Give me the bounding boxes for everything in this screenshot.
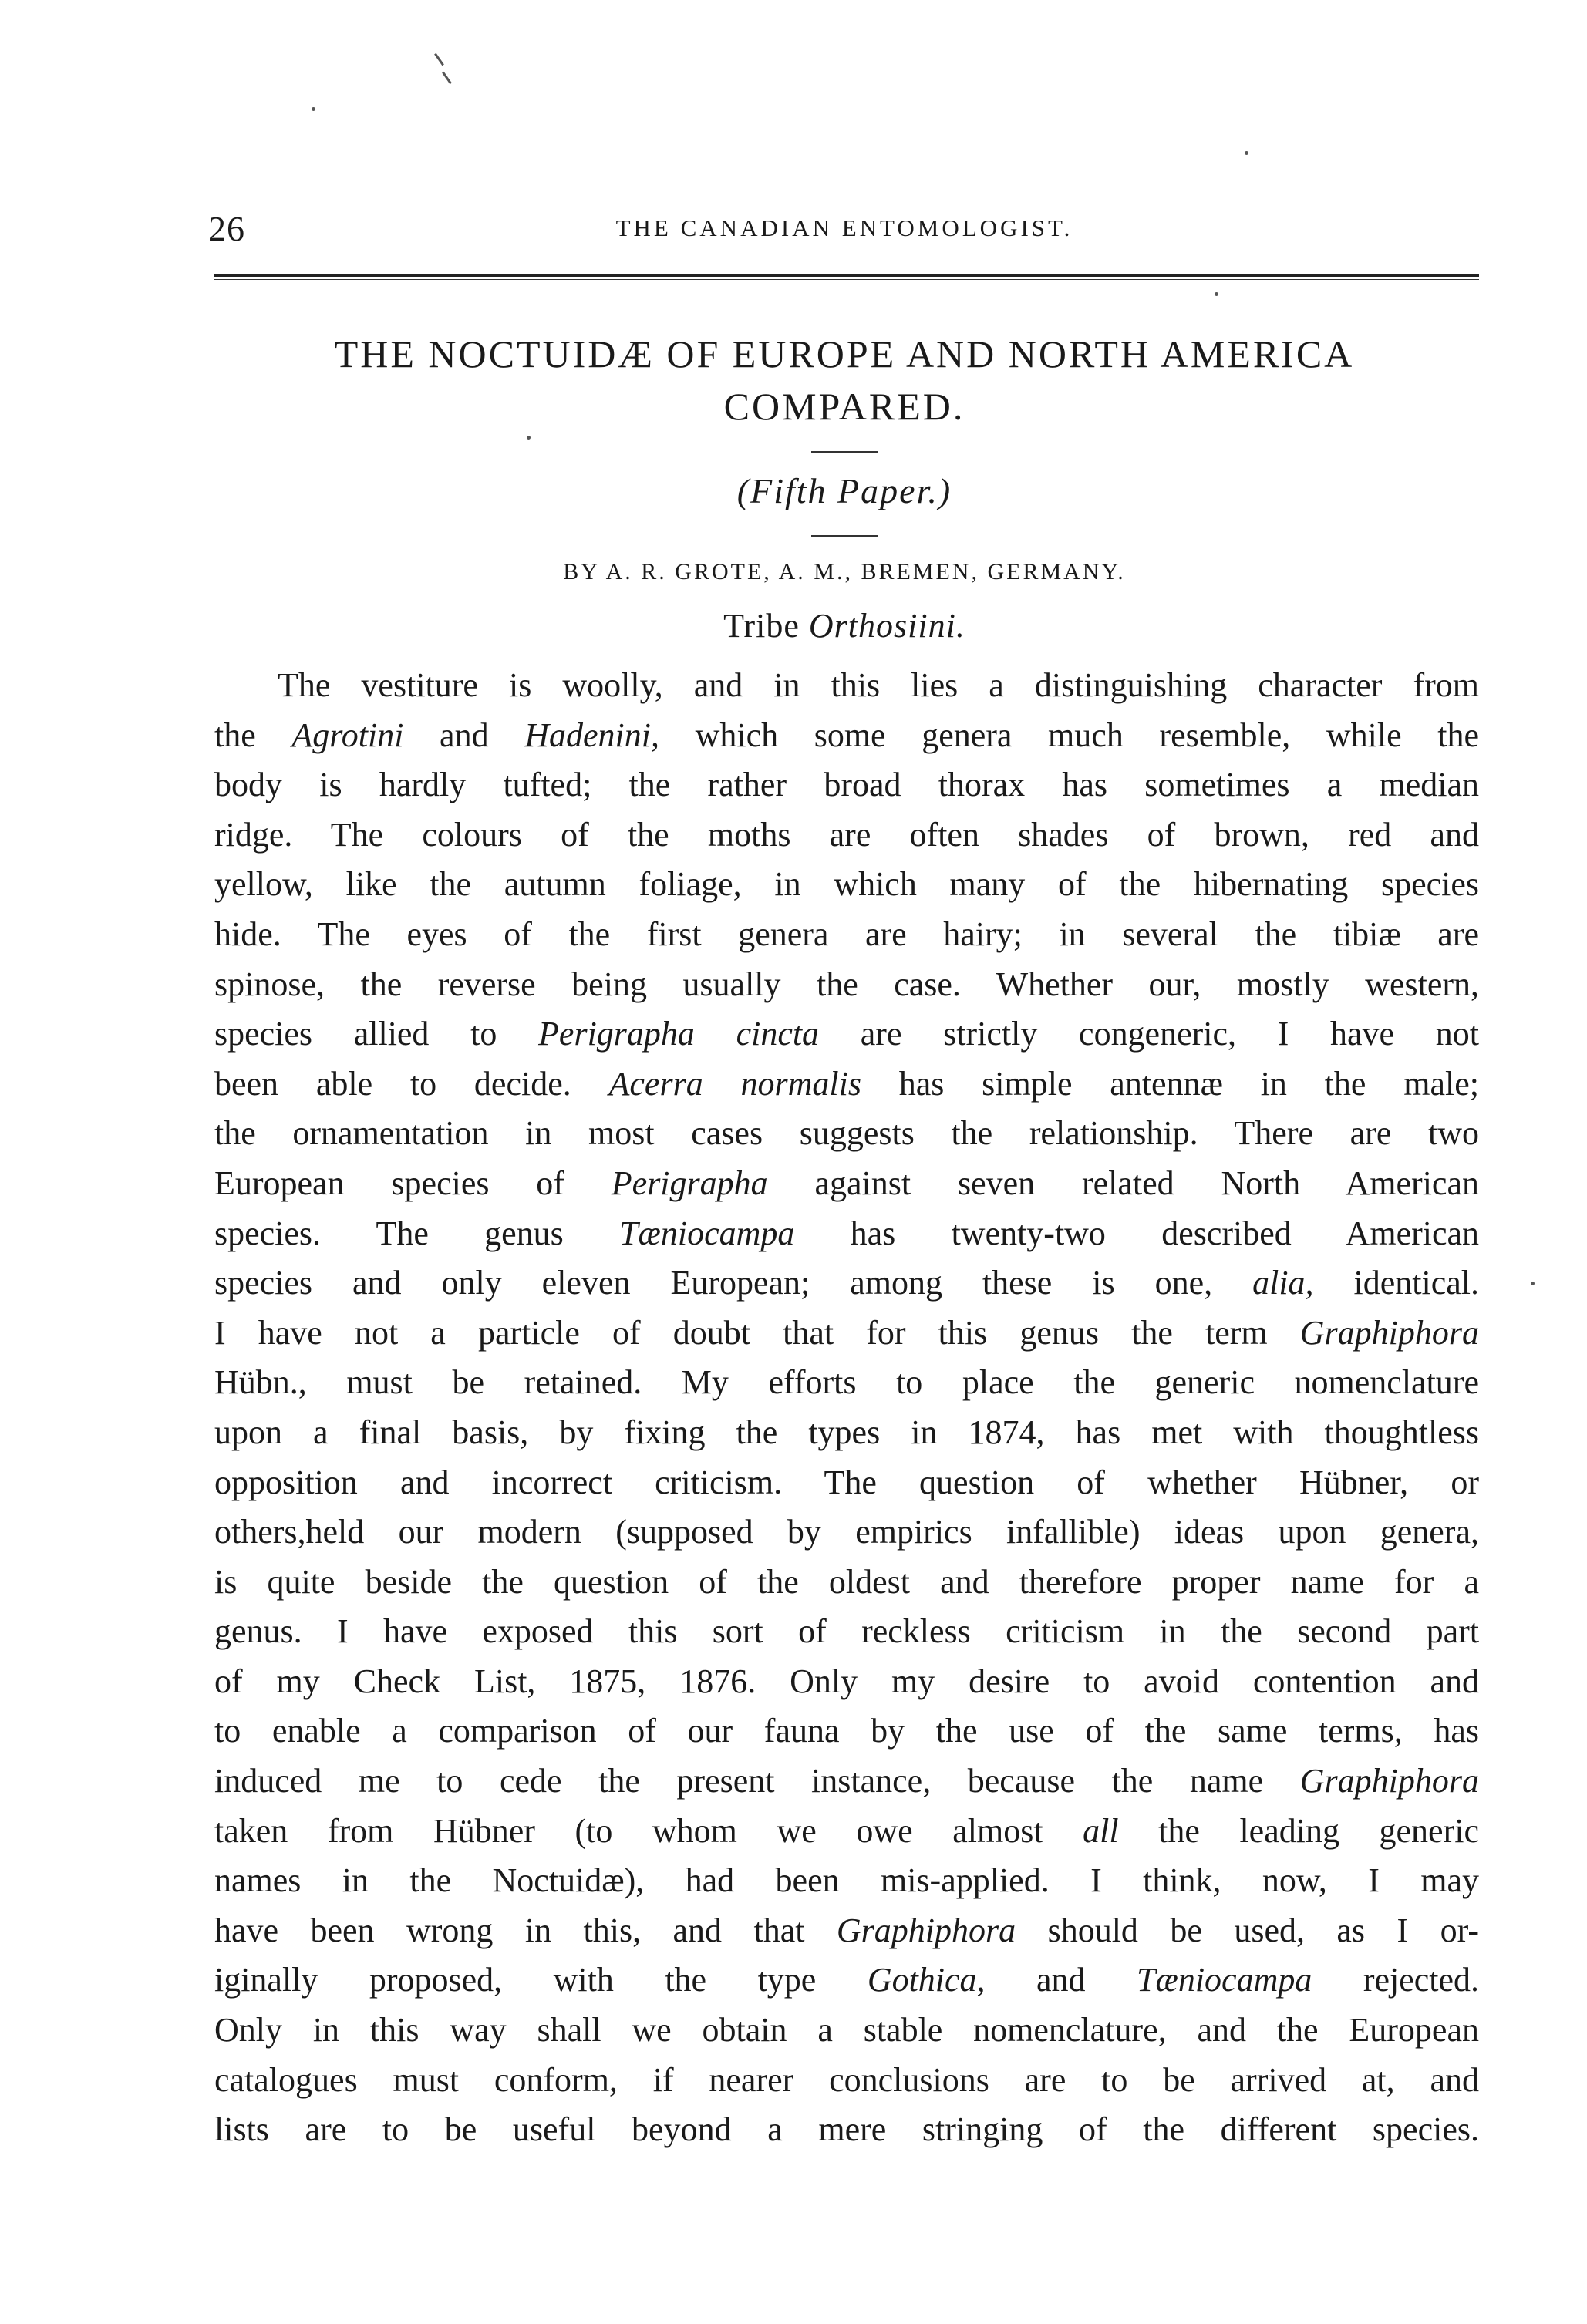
scan-speck — [434, 53, 444, 66]
text-run: upon a final basis, by fixing the types in 1874, has met with thoughtless — [214, 1413, 1479, 1451]
text-run: Only in this way shall we obtain a stable nomenclature, and the European — [214, 2011, 1479, 2049]
text-run: species and only eleven European; among these is one, — [214, 1264, 1253, 1302]
text-run: spinose, the reverse being usually the case. Whether our, mostly western, — [214, 965, 1479, 1003]
text-run: the — [214, 716, 292, 754]
text-run: have been wrong in this, and that — [214, 1911, 837, 1949]
body-line — [214, 960, 1479, 1010]
italic-term: Acerra normalis — [608, 1064, 861, 1103]
text-run: species allied to — [214, 1015, 539, 1053]
scan-speck — [527, 436, 531, 440]
text-run: against seven related North American — [767, 1164, 1479, 1202]
body-line — [214, 1507, 1479, 1558]
body-line — [214, 1059, 1479, 1110]
body-line — [214, 2006, 1479, 2056]
text-run: species. The genus — [214, 1214, 620, 1252]
body-line — [214, 1756, 1479, 1807]
text-run: which some genera much resemble, while the — [659, 716, 1479, 754]
text-run: been able to decide. — [214, 1064, 609, 1103]
body-line — [214, 1458, 1479, 1508]
body-line — [214, 1258, 1479, 1309]
body-line — [214, 1159, 1479, 1209]
body-line — [214, 1955, 1479, 2006]
journal-title: THE CANADIAN ENTOMOLOGIST. — [615, 214, 1073, 241]
text-run: European species of — [214, 1164, 612, 1202]
text-run: of my Check List, 1875, 1876. Only my desire to avoid contention and — [214, 1662, 1479, 1700]
text-run: ridge. The colours of the moths are often shades of brown, red and — [214, 815, 1479, 854]
subtitle-divider — [811, 535, 878, 537]
italic-term: Tæniocampa — [1137, 1961, 1312, 1999]
body-line — [214, 1856, 1479, 1906]
header-rule — [214, 274, 1479, 280]
title-divider — [811, 451, 878, 453]
body-line — [214, 860, 1479, 910]
italic-term: Perigrapha cincta — [538, 1015, 820, 1053]
italic-term: Hadenini, — [524, 716, 659, 754]
text-run: identical. — [1313, 1264, 1479, 1302]
body-paragraph — [214, 661, 1479, 2155]
body-line — [214, 910, 1479, 960]
running-head — [208, 208, 1481, 254]
body-line — [214, 1607, 1479, 1657]
page-number: 26 — [208, 209, 245, 248]
italic-term: Gothica, — [867, 1961, 986, 1999]
text-run: I have not a particle of doubt that for this genus the term — [214, 1313, 1300, 1352]
text-run: genus. I have exposed this sort of reckless criticism in the second part — [214, 1612, 1479, 1651]
body-line — [214, 1706, 1479, 1756]
tribe-name: Orthosiini. — [808, 607, 965, 645]
article-title-line-1: THE NOCTUIDÆ OF EUROPE AND NORTH AMERICA — [334, 332, 1355, 376]
text-run: The vestiture is woolly, and in this lies a distinguishing character from — [278, 666, 1479, 704]
body-line — [214, 1009, 1479, 1059]
article-title — [208, 328, 1481, 433]
body-line — [214, 810, 1479, 861]
body-line — [214, 1408, 1479, 1458]
body-line — [214, 1558, 1479, 1608]
text-run: and — [403, 716, 525, 754]
body-line — [214, 1657, 1479, 1707]
italic-term: Tæniocampa — [619, 1214, 795, 1252]
body-line — [214, 661, 1479, 711]
italic-term: Agrotini — [291, 716, 404, 754]
text-run: Hübn., must be retained. My efforts to place the generic nomenclature — [214, 1363, 1479, 1402]
text-run: taken from Hübner (to whom we owe almost — [214, 1811, 1083, 1850]
body-line — [214, 1209, 1479, 1259]
scan-speck — [442, 72, 452, 84]
scan-speck — [1531, 1282, 1535, 1285]
body-line — [214, 1906, 1479, 1956]
paper-subtitle: (Fifth Paper.) — [736, 471, 952, 510]
text-run: has simple antennæ in the male; — [861, 1064, 1479, 1103]
text-run: yellow, like the autumn foliage, in which many of the hibernating species — [214, 865, 1479, 904]
body-line — [214, 1309, 1479, 1359]
text-run: rejected. — [1312, 1961, 1479, 1999]
text-run: names in the Noctuidæ), had been mis-applied. I think, now, I may — [214, 1861, 1479, 1900]
italic-term: Graphiphora — [836, 1911, 1016, 1949]
author-byline: BY A. R. GROTE, A. M., BREMEN, GERMANY. — [563, 559, 1126, 584]
italic-term: Perigrapha — [611, 1164, 768, 1202]
text-run: iginally proposed, with the type — [214, 1961, 868, 1999]
italic-term: Graphiphora — [1299, 1313, 1479, 1352]
text-run: body is hardly tufted; the rather broad thorax has sometimes a median — [214, 766, 1479, 804]
text-run: has twenty-two described American — [794, 1214, 1479, 1252]
body-line — [214, 2056, 1479, 2106]
text-run: to enable a comparison of our fauna by the use of the same terms, has — [214, 1712, 1479, 1750]
text-run: should be used, as I or- — [1016, 1911, 1479, 1949]
text-run: hide. The eyes of the first genera are hairy; in several the tibiæ are — [214, 914, 1479, 953]
scan-speck — [1215, 292, 1218, 296]
text-run: lists are to be useful beyond a mere stringing of the different species. — [214, 2110, 1479, 2149]
body-line — [214, 1807, 1479, 1857]
italic-term: Graphiphora — [1299, 1762, 1479, 1800]
text-run: are strictly congeneric, I have not — [819, 1015, 1479, 1053]
text-run: catalogues must conform, if nearer conclusions are to be arrived at, and — [214, 2060, 1479, 2099]
tribe-label: Tribe — [723, 607, 800, 645]
body-line — [214, 1109, 1479, 1159]
tribe-heading — [208, 606, 1481, 645]
body-line — [214, 2105, 1479, 2155]
body-line — [214, 1358, 1479, 1408]
text-run: and — [985, 1961, 1137, 1999]
text-run: is quite beside the question of the oldest and therefore proper name for a — [214, 1562, 1479, 1601]
body-line — [214, 760, 1479, 810]
italic-term: alia, — [1252, 1264, 1314, 1302]
article-title-line-2: COMPARED. — [723, 385, 965, 428]
text-run: others,held our modern (supposed by empirics infallible) ideas upon genera, — [214, 1513, 1479, 1551]
scan-speck — [312, 107, 315, 111]
text-run: the leading generic — [1118, 1811, 1479, 1850]
text-run: induced me to cede the present instance, because the name — [214, 1762, 1300, 1800]
text-run: opposition and incorrect criticism. The question of whether Hübner, or — [214, 1463, 1479, 1501]
text-run: the ornamentation in most cases suggests the relationship. There are two — [214, 1114, 1479, 1153]
italic-term: all — [1083, 1811, 1119, 1850]
body-line — [214, 711, 1479, 761]
scan-speck — [1245, 151, 1248, 155]
